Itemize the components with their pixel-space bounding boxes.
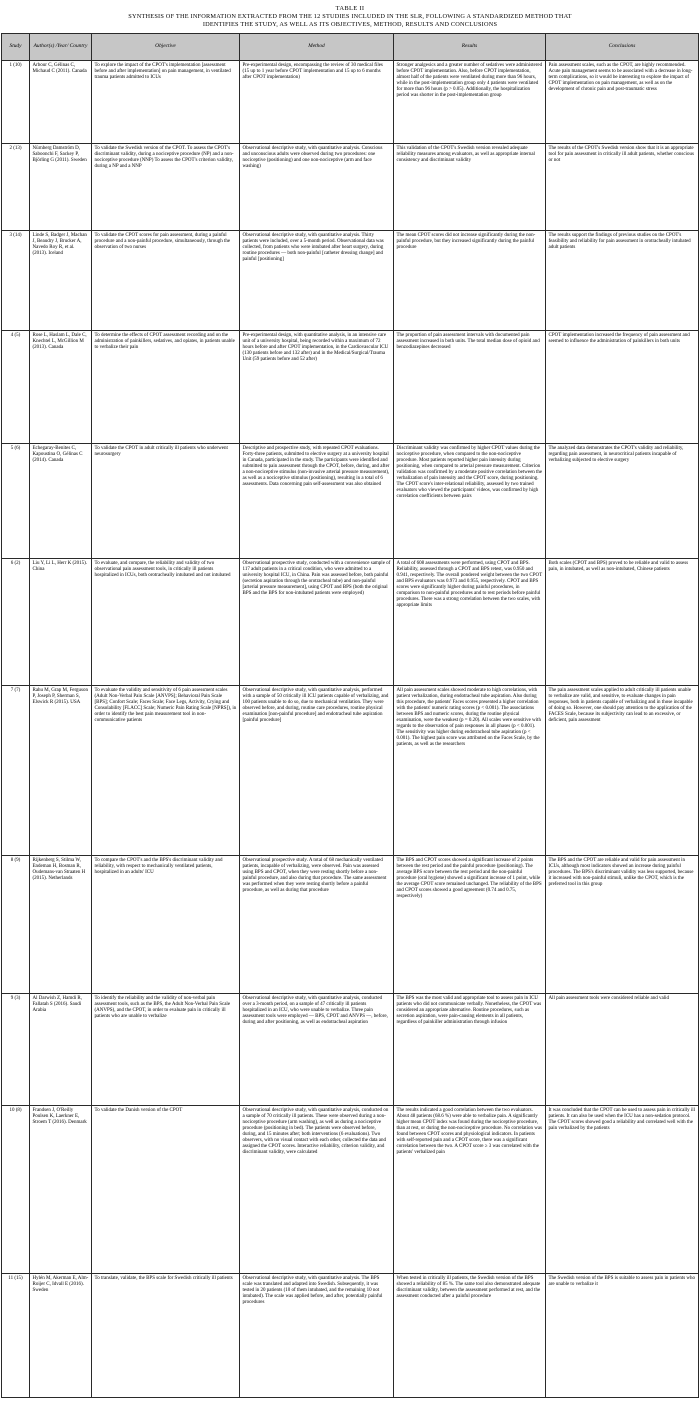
cell-author: Rahu M, Grap M, Ferguson P, Joseph P, Sherman S, Elswick R (2015). USA <box>30 685 92 855</box>
table-number: TABLE II <box>335 5 365 12</box>
cell-author: Echegaray-Benites C, Kapoustina O, Gélinas C (2014). Canada <box>30 443 92 558</box>
col-header-results: Results <box>394 33 546 60</box>
cell-objective: To compare the CPOT's and the BPS's discriminant validity and reliability, with respect to mechanically ventilated patients, hospitalized in an adults' ICU <box>92 855 240 993</box>
cell-method: Descriptive and prospective study, with repeated CPOT evaluations. Forty-three patients, submitted to elective surgery at a university hospital in Canada, participated in the study. The participants were identified and submitted to pain assessment through the CPOT, before, during, and after a non-nociceptive stimulus (non-invasive arterial pressure measurement), as well as a nociceptive stimulus (positioning), resulting in a total of 6 assessments. Data concerning pain self-assessment was also obtained <box>240 443 394 558</box>
col-header-author: Author(s) /Year/ Country <box>30 33 92 60</box>
cell-objective: To translate, validate, the BPS scale for Swedish critically ill patients <box>92 1273 240 1397</box>
cell-author: Arbour C, Gélinas C, Michaud C (2011). Canada <box>30 60 92 143</box>
cell-study: 6 (2) <box>2 558 30 685</box>
cell-study: 11 (15) <box>2 1273 30 1397</box>
cell-results: Stronger analgesics and a greater number of sedatives were administered before CPOT implementation. Also, before CPOT implementation, almost half of the patients were ventilated during more than 96 hours, while in the post-implementation group only 4 patients were ventilated for more than 96 hours (p > 0.05). Additionally, the hospitalization period was shorter in the post-implementation group <box>394 60 546 143</box>
cell-method: Pre-experimental design, with quantitative analysis, in an intensive care unit of a university hospital, being recorded within a maximum of 72 hours before and after CPOT implementation, in the Cardiovascular ICU (130 patients before and 132 after) and in the Medical/Surgical/Trauma Unit (59 patients before and 52 after) <box>240 330 394 443</box>
cell-objective: To validate the CPOT in adult critically ill patients who underwent neurosurgery <box>92 443 240 558</box>
cell-objective: To determine the effects of CPOT assessment recording and on the administration of painkillers, sedatives, and opiates, in patients unable to verbalize their pain <box>92 330 240 443</box>
cell-author: Linde S, Badger J, Machan J, Beaudry J, Brucker A, Navedo Roy R, et al. (2013). Iceland <box>30 230 92 330</box>
table-row <box>2 558 699 685</box>
cell-method: Observational descriptive study, with quantitative analysis. Thirty patients were included, over a 5-month period. Observational data was collected, from patients who were intubated after heart surgery, during routine procedures — both non-painful [catheter dressing change] and painful [positioning] <box>240 230 394 330</box>
cell-author: Nürnberg Damström D, Saboonchi F, Sackey P, Björling G (2011). Sweden <box>30 143 92 230</box>
cell-results: A total of 608 assessments were performed, using CPOT and BPS. Reliability, assessed through a CPOT and BPS retest, was 0.950 and 0.941, respectively. The overall pondered weight between the two CPOT and BPS evaluators was 0.973 and 0.955, respectively. CPOT and BPS scores were significantly higher during painful procedures, in comparison to non-painful procedures and to rest periods before painful procedures. There was a strong correlation between the two scales, with appropriate limits <box>394 558 546 685</box>
col-header-conclusions: Conclusions <box>546 33 699 60</box>
table-row <box>2 855 699 993</box>
cell-author: Rose L, Haslam L, Dale C, Knechtel L, McGillion M (2013). Canada <box>30 330 92 443</box>
table-row <box>2 1273 699 1397</box>
cell-conclusions: The results support the findings of previous studies on the CPOT's feasibility and reliability for pain assessment in orotracheally intubated adult patients <box>546 230 699 330</box>
cell-conclusions: The results of the CPOT's Swedish version show that it is an appropriate tool for pain assessment in critically ill adult patients, whether conscious or not <box>546 143 699 230</box>
table-caption <box>1 5 699 29</box>
table-subtitle: SYNTHESIS OF THE INFORMATION EXTRACTED FROM THE 12 STUDIES INCLUDED IN THE SLR, FOLLOWING A STANDARDIZED METHOD THAT IDENTIFIES THE STUDY, AS WELL AS ITS OBJECTIVES, METHOD, RESULTS AND CONCLUSIONS <box>128 13 572 28</box>
table-row <box>2 685 699 855</box>
cell-conclusions: The pain assessment scales applied to adult critically ill patients unable to verbalize are valid, and sensitive, to evaluate changes in pain responses, both in patients capable of verbalizing and in those incapable of doing so. However, one should pay attention to the application of the FACES Scale, because its subjectivity can lead to an excessive, or deficient, pain assessment <box>546 685 699 855</box>
cell-objective: To validate the Swedish version of the CPOT. To assess the CPOT's discriminant validity, during a nociceptive procedure (NP) and a non-nociceptive procedure (NNP) To assess the CPOT's criterion validity, during a NP and a NNP <box>92 143 240 230</box>
cell-conclusions: It was concluded that the CPOT can be used to assess pain in critically ill patients. It can also be used when the ICU has a non-sedation protocol. The CPOT scores showed good a reliability and correlated well with the pain verbalized by the patients <box>546 1105 699 1273</box>
cell-study: 1 (10) <box>2 60 30 143</box>
cell-study: 10 (8) <box>2 1105 30 1273</box>
cell-results: Discriminant validity was confirmed by higher CPOT values during the nociceptive procedure, when compared to the non-nociceptive procedure. Most patients reported higher pain intensity during positioning, when compared to arterial pressure measurement. Criterion validation was confirmed by a moderate positive correlation between the verbalization of pain intensity and the CPOT score, during positioning. The CPOT score's inter-relational reliability, assessed by two trained evaluators who viewed the participants' videos, was confirmed by high correlation coefficients between pairs <box>394 443 546 558</box>
table-row <box>2 993 699 1105</box>
table-row <box>2 443 699 558</box>
cell-method: Observational descriptive study, with quantitative analysis, conducted on a sample of 70 critically ill patients. These were observed during a non-nociceptive procedure (arm washing), as well as during a nociceptive procedure (positioning in bed). The patients were observed before, during, and 15 minutes after; both interventions (6 evaluations). Two observers, with no visual contact with each other, collected the data and assigned the CPOT scores. Interactive reliability, criterion validity, and discriminant validity, were calculated <box>240 1105 394 1273</box>
cell-objective: To evaluate, and compare, the reliability and validity of two observational pain assessment tools, in critically ill patients hospitalized in ICUs, both orotracheally intubated and not intubated <box>92 558 240 685</box>
table-row <box>2 230 699 330</box>
cell-method: Observational prospective study, conducted with a convenience sample of 117 adult patients in a critical condition, who were admitted to a university hospital ICU, in China. Pain was assessed before, both painful (secretion aspiration through the orotracheal tube) and non-painful [arterial pressure measurement], using CPOT and BPS (both the original BPS and the BPS for non-intubated patients were employed) <box>240 558 394 685</box>
cell-results: The BPS and CPOT scores showed a significant increase of 2 points between the rest period and the painful procedure (positioning). The average BPS score between the rest period and the non-painful procedure (oral hygiene) showed a significant increase of 1 point, while the average CPOT score remained unchanged. The reliability of the BPS and CPOT scores showed a good agreement (0.74 and 0.75, respectively) <box>394 855 546 993</box>
col-header-study: Study <box>2 33 30 60</box>
cell-method: Observational descriptive study, with quantitative analysis. The BPS scale was translated and adapted into Swedish. Subsequently, it was tested in 20 patients (10 of them intubated, and the remaining 10 not intubated). The scale was applied before, and after, potentially painful procedures <box>240 1273 394 1397</box>
cell-objective: To evaluate the validity and sensitivity of 6 pain assessment scales (Adult Non-Verbal Pain Scale [ANVPS]; Behavioral Pain Scale [BPS]; Confort Scale; Faces Scale; Face Legs, Activity, Crying and Consolability [FLACC] Scale; Numeric Pain Rating Scale [NPRS]), in order to identify the best pain measurement tool in non-communicative patients <box>92 685 240 855</box>
cell-objective: To validate the CPOT scores for pain assessment, during a painful procedure and a non-painful procedure, simultaneously, through the observation of two nurses <box>92 230 240 330</box>
cell-study: 3 (14) <box>2 230 30 330</box>
cell-study: 9 (3) <box>2 993 30 1105</box>
cell-method: Observational descriptive study, with quantitative analysis, conducted over a 3-month period, on a sample of 47 critically ill patients hospitalized in an ICU, who were unable to verbalize. Three pain assessment tools were employed — BPS, CPOT and ANVPS —, before, during and after positioning, as well as endotracheal aspiration <box>240 993 394 1105</box>
header-row <box>2 33 699 60</box>
cell-study: 2 (13) <box>2 143 30 230</box>
cell-study: 4 (5) <box>2 330 30 443</box>
cell-conclusions: The analyzed data demonstrates the CPOT's validity and reliability, regarding pain assessment, in neurocritical patients incapable of verbalizing subjected to elective surgery <box>546 443 699 558</box>
table-row <box>2 330 699 443</box>
cell-method: Pre-experimental design, encompassing the review of 30 medical files (15 up to 1 year before CPOT implementation and 15 up to 6 months after CPOT implementation) <box>240 60 394 143</box>
cell-author: Frandsen J, O'Reilly Poulsen K, Laerkner E, Stroem T (2016). Denmark <box>30 1105 92 1273</box>
cell-results: This validation of the CPOT's Swedish version revealed adequate reliability measures among evaluators, as well as appropriate internal consistency and discriminant validity <box>394 143 546 230</box>
studies-table <box>1 33 699 1398</box>
cell-results: The mean CPOT scores did not increase significantly during the non-painful procedure, but they increased significantly during the painful procedure <box>394 230 546 330</box>
table-body <box>2 60 699 1397</box>
cell-study: 7 (7) <box>2 685 30 855</box>
cell-conclusions: Both scales (CPOT and BPS) proved to be reliable and valid to assess pain, in intubated, as well as non-intubated, Chinese patients <box>546 558 699 685</box>
cell-objective: To identify the reliability and the validity of non-verbal pain assessment tools, such as the BPS, the Adult Non-Verbal Pain Scale (ANVPS), and the CPOT, in order to evaluate pain in critically ill patients who are unable to verbalize <box>92 993 240 1105</box>
table-row <box>2 143 699 230</box>
col-header-method: Method <box>240 33 394 60</box>
cell-results: The proportion of pain assessment intervals with documented pain assessment increased in both units. The total median dose of opioid and benzodiazepines decreased <box>394 330 546 443</box>
cell-author: Liu Y, Li L, Herr K (2015). China <box>30 558 92 685</box>
cell-results: When tested in critically ill patients, the Swedish version of the BPS showed a reliability of 85 %. The same tool also demonstrated adequate discriminant validity, between the assessment performed at rest, and the assessment conducted after a painful procedure <box>394 1273 546 1397</box>
cell-results: The BPS was the most valid and appropriate tool to assess pain in ICU patients who did not communicate verbally. Nonetheless, the CPOT was considered an appropriate alternative. Routine procedures, such as secretion aspiration, were pain-causing elements in all patients, regardless of painkiller administration through infusion <box>394 993 546 1105</box>
cell-objective: To explore the impact of the CPOT's implementation [assessment before and after implementation] on pain management, in ventilated trauma patients admitted to ICUs <box>92 60 240 143</box>
cell-conclusions: The BPS and the CPOT are reliable and valid for pain assessment in ICUs, although most indicators showed an increase during painful procedures. The BPS's discriminant validity was less supported, because it increased with non-painful stimuli, unlike the CPOT, which is the preferred tool in this group <box>546 855 699 993</box>
cell-results: The results indicated a good correlation between the two evaluators. About 48 patients (68.6 %) were able to verbalize pain. A significantly higher mean CPOT index was found during the nociceptive procedure, than at rest, or during the non-nociceptive procedure. No correlation was found between CPOT scores and physiological indicators. In patients with self-reported pain and a CPOT score, there was a significant correlation between the two. A CPOT score ≥ 3 was correlated with the patients' verbalized pain <box>394 1105 546 1273</box>
cell-method: Observational prospective study. A total of 68 mechanically ventilated patients, incapable of verbalizing, were observed. Pain was assessed using BPS and CPOT, when they were resting shortly before a non-painful procedure, and also during that procedure. The same assessment was performed when they were resting shortly before a painful procedure, as well as during that procedure <box>240 855 394 993</box>
cell-study: 8 (9) <box>2 855 30 993</box>
cell-author: Hylén M, Akerman E, Alm-Roijer C, Idvall E (2016). Sweden <box>30 1273 92 1397</box>
cell-results: All pain assessment scales showed moderate to high correlations, with patient verbalization, during endotracheal tube aspiration. Also during this procedure, the patients' Faces scores presented a higher correlation with the patients' numeric rating scores (p < 0.001). The associations between BPS and numeric scores, during the routine physical examination, were the weakest (p = 0.20). All scales were sensitive with regards to the observation of pain responses in all phases (p < 0.001). The sensitivity was higher during endotracheal tube aspiration (p < 0.001). The highest pain score was attributed on the Faces Scale, by the patients, as well as the researchers <box>394 685 546 855</box>
cell-method: Observational descriptive study, with quantitative analysis, performed with a sample of 50 critically ill ICU patients capable of verbalizing, and 100 patients unable to do so, due to mechanical ventilation. They were observed before, and during, routine care procedures, routine physical examination [non-painful procedure] and endotracheal tube aspiration [painful procedure] <box>240 685 394 855</box>
cell-conclusions: CPOT implementation increased the frequency of pain assessment and seemed to influence the administration of painkillers in both units <box>546 330 699 443</box>
table-row <box>2 1105 699 1273</box>
cell-study: 5 (6) <box>2 443 30 558</box>
table-row <box>2 60 699 143</box>
cell-author: Al Darwish Z, Hamdi R, Fallatah S (2016). Saudi Arabia <box>30 993 92 1105</box>
cell-author: Rijkenberg S, Stilma W, Endeman H, Bosman R, Oudemans-van Straaten H (2015). Netherlands <box>30 855 92 993</box>
cell-method: Observational descriptive study, with quantitative analysis. Conscious and unconscious adults were observed during two procedures: one nociceptive (positioning) and one non-nociceptive (arm and face washing) <box>240 143 394 230</box>
cell-objective: To validate the Danish version of the CPOT <box>92 1105 240 1273</box>
col-header-objective: Objective <box>92 33 240 60</box>
cell-conclusions: The Swedish version of the BPS is suitable to assess pain in patients who are unable to verbalize it <box>546 1273 699 1397</box>
cell-conclusions: Pain assessment scales, such as the CPOT, are highly recommended. Acute pain management seems to be associated with a decrease in long-term complications, so it would be interesting to explore the impact of CPOT implementation on pain management, as well as on the development of chronic pain and post-traumatic stress <box>546 60 699 143</box>
cell-conclusions: All pain assessment tools were considered reliable and valid <box>546 993 699 1105</box>
